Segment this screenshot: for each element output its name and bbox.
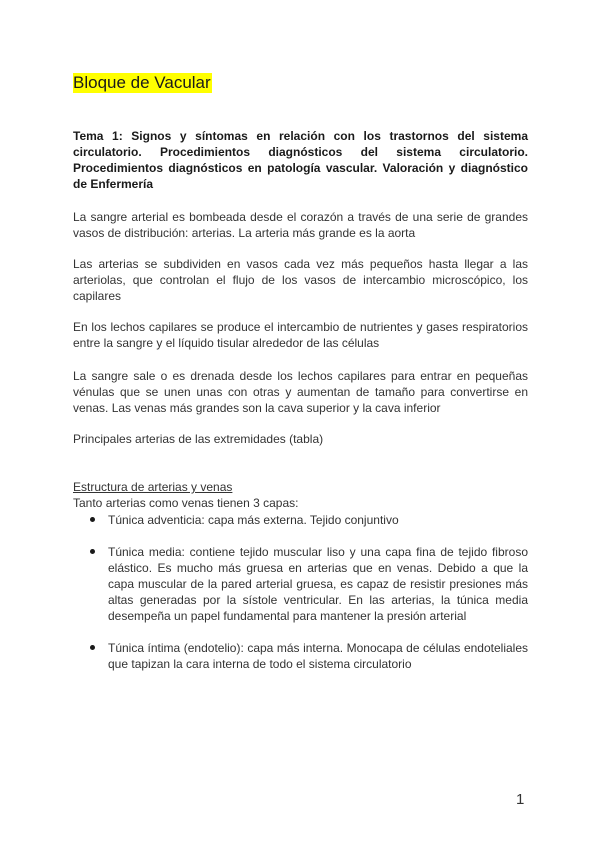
highlighted-title-text: Bloque de Vacular bbox=[73, 73, 211, 92]
bullet-icon bbox=[90, 517, 95, 522]
bullet-icon bbox=[90, 645, 95, 650]
paragraph-main-arteries-table: Principales arterias de las extremidades (tabla) bbox=[73, 432, 324, 446]
tema-heading: Tema 1: Signos y síntomas en relación con los trastornos del sistema circulatorio. Procedimientos diagnósticos del sistema circulatorio. Procedimientos diagnósticos en patología vascular. Valoración y diagnóstico de Enfermería bbox=[73, 129, 528, 191]
section-heading-structure: Estructura de arterias y venas bbox=[73, 480, 233, 494]
list-item bbox=[108, 544, 528, 624]
paragraph-arterial-blood: La sangre arterial es bombeada desde el corazón a través de una serie de grandes vasos de distribución: arterias. La arteria más grande es la aorta bbox=[73, 210, 528, 240]
list-item-text: Túnica adventicia: capa más externa. Tejido conjuntivo bbox=[108, 513, 399, 527]
section-intro: Tanto arterias como venas tienen 3 capas: bbox=[73, 496, 299, 510]
list-item-text: Túnica media: contiene tejido muscular liso y una capa fina de tejido fibroso elástico. Es mucho más gruesa en arterias que en venas. Debido a que la capa muscular de la pared arterial gruesa, es capaz de resistir presiones más altas generadas por la sístole ventricular. En las arterias, la túnica media desempeña un papel fundamental para mantener la presión arterial bbox=[108, 545, 528, 623]
paragraph-arteries-subdivide: Las arterias se subdividen en vasos cada vez más pequeños hasta llegar a las arteriolas, que controlan el flujo de los vasos de intercambio microscópico, los capilares bbox=[73, 257, 528, 303]
paragraph-venous-drainage: La sangre sale o es drenada desde los lechos capilares para entrar en pequeñas vénulas que se unen unas con otras y aumentan de tamaño para convertirse en venas. Las venas más grandes son la cava superior y la cava inferior bbox=[73, 369, 528, 415]
list-item bbox=[108, 512, 528, 528]
bullet-icon bbox=[90, 549, 95, 554]
list-item-text: Túnica íntima (endotelio): capa más interna. Monocapa de células endoteliales que tapizan la cara interna de todo el sistema circulatorio bbox=[108, 641, 528, 671]
paragraph-capillary-beds: En los lechos capilares se produce el intercambio de nutrientes y gases respiratorios entre la sangre y el líquido tisular alrededor de las células bbox=[73, 320, 528, 350]
document-title bbox=[73, 72, 212, 94]
layers-bullet-list bbox=[108, 512, 528, 672]
page-number: 1 bbox=[516, 791, 525, 808]
list-item bbox=[108, 640, 528, 672]
